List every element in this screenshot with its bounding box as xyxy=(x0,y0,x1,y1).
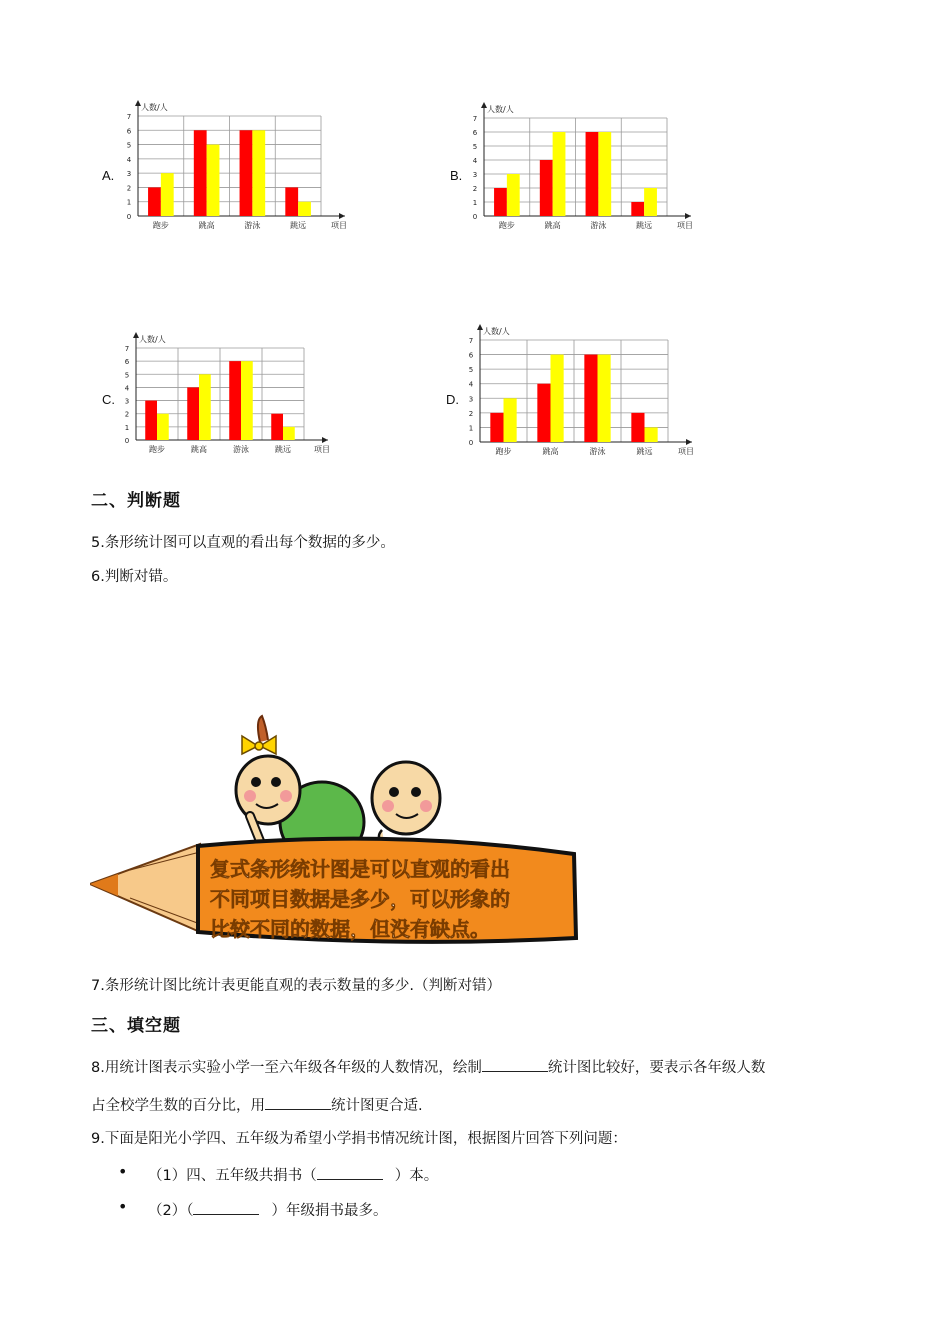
illustration-line-3: 比较不同的数据，但没有缺点。 xyxy=(210,917,490,941)
question-7: 7.条形统计图比统计表更能直观的表示数量的多少.（判断对错） xyxy=(91,978,501,994)
category-label: 跳远 xyxy=(636,447,653,456)
q9-sub1-text-a: （1）四、五年级共捐书（ xyxy=(148,1168,317,1184)
q9-blank-2[interactable] xyxy=(193,1200,259,1215)
question-8-line-2 xyxy=(91,1095,423,1116)
y-axis-label: 人数/人 xyxy=(483,327,510,336)
q8-text-4: 统计图更合适. xyxy=(331,1098,423,1114)
bar-red xyxy=(631,413,644,442)
x-axis-arrow xyxy=(339,213,345,219)
bar-red xyxy=(494,188,507,216)
category-label: 跳远 xyxy=(636,221,653,230)
category-label: 跑步 xyxy=(498,221,515,230)
y-tick-label: 4 xyxy=(472,157,478,165)
bar-red xyxy=(271,414,283,440)
bar-yellow xyxy=(161,173,174,216)
category-label: 跳高 xyxy=(542,447,559,456)
chart-b-svg xyxy=(462,100,697,236)
y-tick-label: 4 xyxy=(126,155,132,164)
category-label: 游泳 xyxy=(244,221,261,230)
bar-red xyxy=(187,387,199,440)
bar-yellow xyxy=(283,427,295,440)
bullet-2: • xyxy=(118,1197,128,1216)
chart-d-svg xyxy=(458,322,698,462)
y-tick-label: 0 xyxy=(126,213,132,221)
option-d-label: D. xyxy=(446,392,459,407)
category-label: 跳远 xyxy=(290,221,307,230)
question-9-sub-2 xyxy=(148,1200,387,1221)
question-6: 6.判断对错。 xyxy=(91,569,178,585)
x-axis-label: 项目 xyxy=(677,221,693,230)
y-tick-label: 6 xyxy=(468,351,474,360)
y-tick-label: 6 xyxy=(472,129,478,137)
y-tick-label: 7 xyxy=(124,345,130,353)
bar-yellow xyxy=(553,132,566,216)
y-tick-label: 3 xyxy=(126,170,132,179)
option-c-label: C. xyxy=(102,392,115,407)
illustration-text xyxy=(210,854,574,944)
y-tick-label: 1 xyxy=(468,424,474,433)
bar-yellow xyxy=(598,132,611,216)
bar-red xyxy=(631,202,644,216)
q9-blank-1[interactable] xyxy=(317,1165,383,1180)
bar-red xyxy=(145,401,157,440)
bar-yellow xyxy=(298,202,311,216)
y-tick-label: 4 xyxy=(468,380,474,389)
y-tick-label: 0 xyxy=(472,213,478,221)
bar-yellow xyxy=(507,174,520,216)
x-axis-label: 项目 xyxy=(331,221,347,230)
category-label: 跳高 xyxy=(544,221,561,230)
category-label: 游泳 xyxy=(589,447,606,456)
chart-a-svg xyxy=(116,98,351,236)
q9-sub1-text-b: ）本。 xyxy=(394,1168,439,1184)
y-tick-label: 6 xyxy=(126,127,132,136)
question-8-line-1 xyxy=(91,1057,765,1078)
y-axis-label: 人数/人 xyxy=(487,105,514,114)
bar-red xyxy=(148,187,161,216)
y-tick-label: 2 xyxy=(126,184,132,193)
y-tick-label: 2 xyxy=(124,410,130,419)
q8-text-3: 占全校学生数的百分比，用 xyxy=(91,1098,265,1114)
y-tick-label: 6 xyxy=(124,358,130,367)
bar-yellow xyxy=(645,427,658,442)
pencil-cartoon-illustration xyxy=(90,712,580,952)
y-tick-label: 3 xyxy=(124,397,130,406)
category-label: 跳高 xyxy=(198,221,215,230)
bar-yellow xyxy=(504,398,517,442)
bar-yellow xyxy=(252,130,265,216)
q9-sub2-text-b: ）年级捐书最多。 xyxy=(271,1203,388,1219)
category-label: 游泳 xyxy=(590,221,607,230)
y-axis-label: 人数/人 xyxy=(139,335,166,344)
bar-red xyxy=(490,413,503,442)
x-axis-label: 项目 xyxy=(678,447,694,456)
category-label: 跳远 xyxy=(275,445,291,454)
bar-red xyxy=(586,132,599,216)
y-tick-label: 5 xyxy=(124,371,130,380)
y-tick-label: 0 xyxy=(124,437,130,445)
chart-c-svg xyxy=(114,330,334,460)
x-axis-arrow xyxy=(686,439,692,445)
illustration-line-1: 复式条形统计图是可以直观的看出 xyxy=(210,857,510,881)
y-tick-label: 3 xyxy=(468,395,474,404)
y-tick-label: 5 xyxy=(472,143,478,151)
bullet-1: • xyxy=(118,1162,128,1181)
question-9: 9.下面是阳光小学四、五年级为希望小学捐书情况统计图，根据图片回答下列问题： xyxy=(91,1131,627,1147)
bar-yellow xyxy=(598,355,611,442)
bar-red xyxy=(240,130,253,216)
category-label: 游泳 xyxy=(233,445,249,454)
bar-red xyxy=(194,130,207,216)
y-tick-label: 5 xyxy=(468,366,474,375)
chart-option-d xyxy=(458,322,698,466)
category-label: 跑步 xyxy=(149,445,165,454)
bar-yellow xyxy=(241,361,253,440)
y-tick-label: 1 xyxy=(126,198,132,207)
q8-blank-1[interactable] xyxy=(482,1057,548,1072)
y-axis-label: 人数/人 xyxy=(141,103,168,112)
y-tick-label: 1 xyxy=(472,199,478,207)
bar-yellow xyxy=(551,355,564,442)
bar-yellow xyxy=(199,374,211,440)
y-tick-label: 2 xyxy=(468,409,474,418)
chart-option-c xyxy=(114,330,334,464)
bar-yellow xyxy=(644,188,657,216)
q8-text-1: 8.用统计图表示实验小学一至六年级各年级的人数情况，绘制 xyxy=(91,1060,482,1076)
y-tick-label: 7 xyxy=(472,115,478,123)
question-5: 5.条形统计图可以直观的看出每个数据的多少。 xyxy=(91,535,395,551)
bar-red xyxy=(540,160,553,216)
y-tick-label: 1 xyxy=(124,423,130,432)
y-tick-label: 4 xyxy=(124,384,130,393)
q8-blank-2[interactable] xyxy=(265,1095,331,1110)
category-label: 跳高 xyxy=(191,445,207,454)
y-tick-label: 7 xyxy=(126,113,132,121)
section-title-judgement: 二、判断题 xyxy=(91,491,181,511)
x-axis-arrow xyxy=(685,213,691,219)
illustration-line-2: 不同项目数据是多少，可以形象的 xyxy=(210,887,510,911)
option-a-label: A. xyxy=(102,168,115,183)
bar-yellow xyxy=(207,145,220,216)
chart-option-b xyxy=(462,100,697,240)
y-tick-label: 5 xyxy=(126,141,132,150)
section-title-fill-blank: 三、填空题 xyxy=(91,1016,181,1036)
category-label: 跑步 xyxy=(152,221,169,230)
x-axis-arrow xyxy=(322,437,328,443)
bar-yellow xyxy=(157,414,169,440)
chart-option-a xyxy=(116,98,351,240)
y-tick-label: 0 xyxy=(468,439,474,447)
q9-sub2-text-a: （2）（ xyxy=(148,1203,194,1219)
bar-red xyxy=(229,361,241,440)
y-tick-label: 7 xyxy=(468,337,474,345)
bar-red xyxy=(285,187,298,216)
x-axis-label: 项目 xyxy=(314,445,330,454)
option-b-label: B. xyxy=(450,168,463,183)
y-tick-label: 3 xyxy=(472,171,478,179)
bar-red xyxy=(584,355,597,442)
category-label: 跑步 xyxy=(495,447,512,456)
q8-text-2: 统计图比较好，要表示各年级人数 xyxy=(547,1060,766,1076)
bar-red xyxy=(537,384,550,442)
question-9-sub-1 xyxy=(148,1165,438,1186)
y-tick-label: 2 xyxy=(472,185,478,193)
